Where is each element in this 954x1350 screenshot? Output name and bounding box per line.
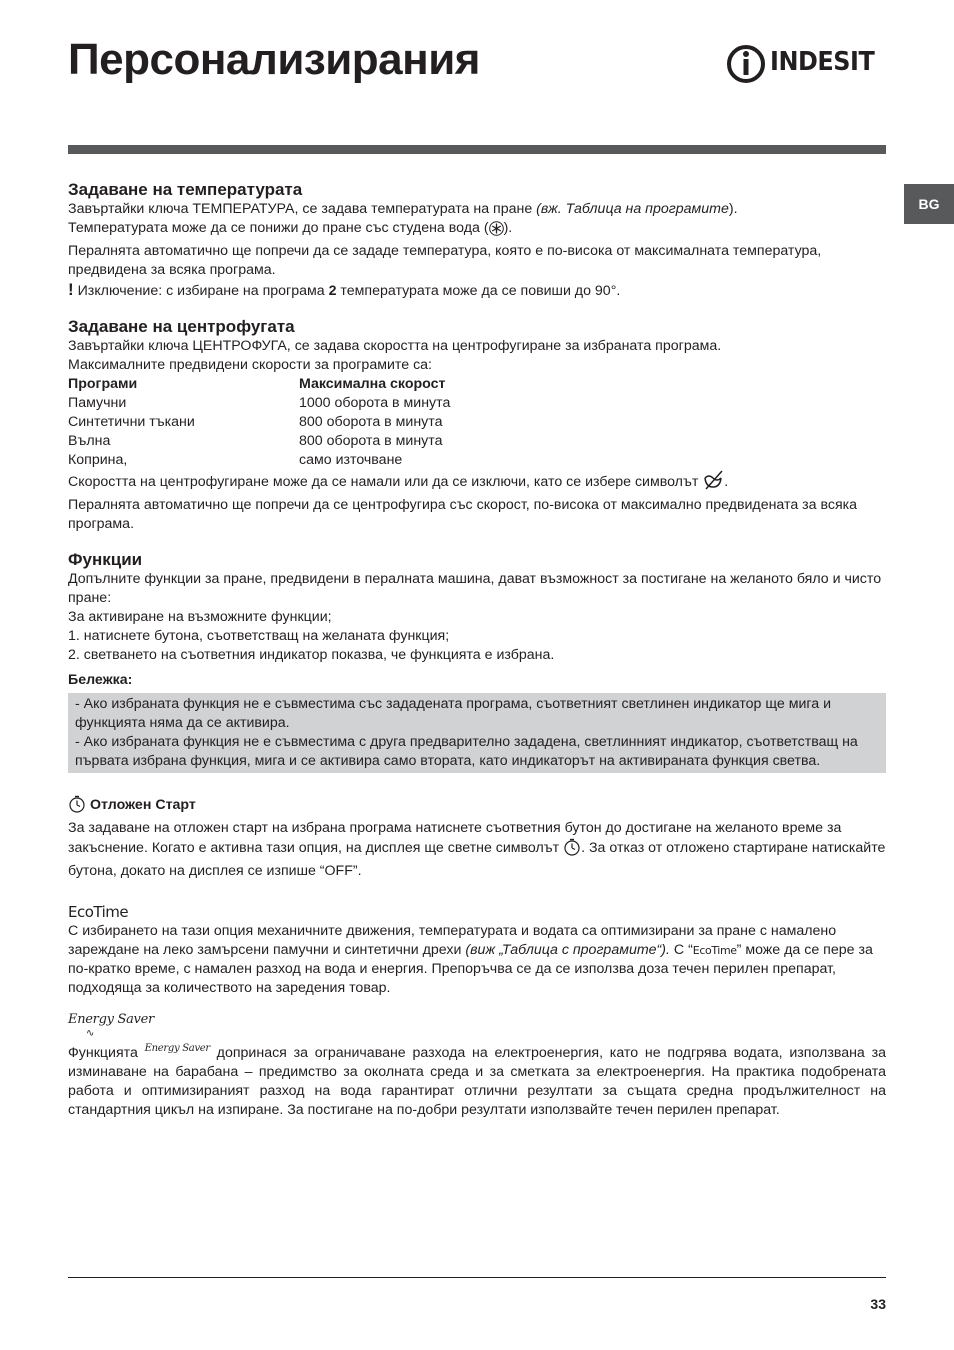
note-2: - Ако избраната функция не е съвместима с друга предварително зададена, светлинният индикатор, съответстващ на първата избрана функция, мига и се активира само втората, като индикаторът на активираната функция светва. [75,734,858,769]
text: ). [503,220,513,236]
leaf-icon: ∿ [86,1028,95,1039]
warning-mark: ! [68,280,74,299]
timer-icon [563,838,581,862]
functions-step-1: 1. натиснете бутона, съответстващ на желаната функция; [68,628,450,644]
table-cell: Памучни [68,395,127,411]
cold-water-snowflake-icon [489,221,504,242]
text: Функцията [68,1045,145,1061]
temperature-section [68,180,886,301]
note-label: Бележка: [68,672,133,688]
table-cell: Коприна, [68,452,128,468]
text: Температурата може да се понижи до пране със студена вода ( [68,220,489,236]
functions-activate: За активиране на възможните функции; [68,609,332,625]
delay-heading: Отложен Старт [89,797,196,813]
spin-paragraph: Пералнята автоматично ще попречи да се центрофугира със скорост, по-висока от максимално предвидената за всяка програма. [68,497,858,532]
table-cell: 800 оборота в минута [299,433,443,449]
page-number: 33 [870,1296,886,1312]
ecotime-inline-logo: EcoTime [692,944,737,957]
text: допринася за ограничаване разхода на електроенергия, като не подгрява водата, използвана за изминаване на барабана – предимство за околната среда и за сметката за електроенергия. На практика подобрената работа и оптимизираният разход на вода гарантират отлични резултати за същата средна продължителност на стандартния цикъл на изпиране. За постигане на по-добри резултати използвайте течен перилен препарат. [68,1045,886,1118]
table-cell: само източване [299,452,403,468]
text: . За отказ от отложено стартиране натискайте бутона, докато на дисплея се изпише “OFF”. [68,840,886,879]
section-heading-functions: Функции [68,550,143,569]
ecotime-text [68,922,886,998]
temperature-line-2 [68,219,886,242]
text: С “ [669,942,693,958]
temperature-line-1 [68,200,886,219]
text: ” може да се пере за по-кратко време, с намален разход на вода и енергия. Препоръчва се да се използва доза течен перилен препарат, подходяща за количеството на заредения товар. [68,942,873,996]
spin-speed-table [68,375,886,470]
ecotime-section [68,903,886,998]
program-number: 2 [328,283,337,299]
text: С избирането на тази опция механичните движения, температурата и водата са оптимизирани за пране с намалено зареждане на леко замърсени памучни и синтетични дрехи [68,923,837,958]
functions-step-2: 2. светването на съответния индикатор показва, че функцията е избрана. [68,647,555,663]
text: Завъртайки ключа ТЕМПЕРАТУРА, се задава температурата на пране [68,201,537,217]
logo-wordmark: INDESIT [770,47,875,77]
table-cell: 1000 оборота в минута [299,395,451,411]
energy-saver-inline-logo: Energy Saver [144,1043,210,1054]
text: Скоростта на центрофугиране може да се намали или да се изключи, като се избере символът [68,474,703,490]
spin-line-2: Максималните предвидени скорости за програмите са: [68,357,432,373]
table-cell: Синтетични тъкани [68,414,195,430]
temperature-exception [68,280,886,301]
table-cell: Вълна [68,433,111,449]
spin-section [68,317,886,534]
spin-line-1: Завъртайки ключа ЦЕНТРОФУГА, се задава скоростта на центрофугиране за избраната програма. [68,338,722,354]
text: . [724,474,729,490]
note-1: - Ако избраната функция не е съвместима със зададената програма, съответният светлинен индикатор ще мига и функцията няма да се активира. [75,696,832,731]
text: температурата може да се повиши до 90°. [336,283,621,299]
bottom-rule [68,1277,886,1278]
delay-start-section [68,795,886,881]
text: За задаване на отложен старт на избрана програма натиснете съответния бутон до достигане на желаното време за закъснение. Когато е активна тази опция, на дисплея ще светне символът [68,820,842,856]
section-heading-spin: Задаване на центрофугата [68,317,295,336]
text-italic: (виж „Таблица с програмите“). [465,942,670,958]
main-content [68,180,886,1120]
energy-saver-logo: Energy Saver [68,1012,154,1027]
text-italic: (вж. Таблица на програмите [536,201,729,217]
spin-after [68,470,886,496]
delay-text [68,819,886,881]
text: Изключение: с избиране на програма [73,283,329,299]
energy-text [68,1039,886,1120]
ecotime-logo: EcoTime [68,903,129,921]
timer-icon [68,795,86,819]
indesit-logo [726,40,888,84]
functions-intro: Допълните функции за пране, предвидени в пералната машина, дават възможност за постигане на желаното бяло и чисто пране: [68,571,882,606]
note-box [68,693,886,773]
section-heading-temperature: Задаване на температурата [68,180,303,199]
page-title: Персонализирания [68,35,480,84]
indesit-i-icon [726,40,766,84]
table-header: Максимална скорост [299,376,446,392]
language-tab: BG [904,184,954,224]
text: ). [728,201,738,217]
energy-saver-section [68,1010,886,1120]
top-rule [68,145,886,154]
table-cell: 800 оборота в минута [299,414,443,430]
temperature-paragraph: Пералнята автоматично ще попречи да се зададе температура, която е по-висока от максималната температура, предвидена за всяка програма. [68,243,822,278]
table-header: Програми [68,376,138,392]
no-spin-icon [702,470,724,496]
functions-section [68,550,886,773]
delay-heading-row [68,795,886,819]
